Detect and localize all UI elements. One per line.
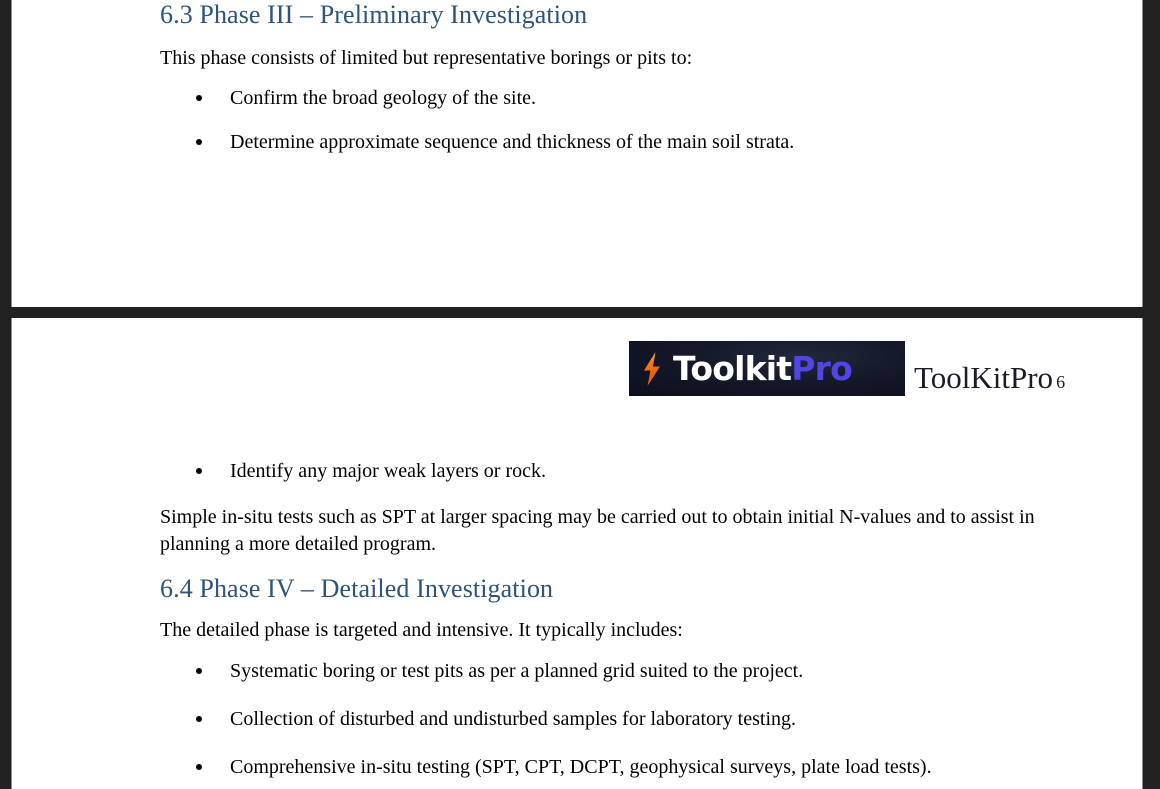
list-item-label: Confirm the broad geology of the site. [230, 87, 537, 109]
bullet-marker-icon [196, 716, 202, 722]
section-6-4-intro-paragraph: The detailed phase is targeted and intensive. It typically includes: [160, 619, 683, 641]
list-item-label: Systematic boring or test pits as per a planned grid suited to the project. [230, 660, 804, 682]
wordmark-pro: Pro [791, 349, 852, 388]
list-item [160, 458, 546, 484]
list-item [160, 658, 932, 684]
bullet-marker-icon [196, 468, 202, 474]
section-6-3-bullet-list [160, 85, 794, 173]
list-item-label: Collection of disturbed and undisturbed samples for laboratory testing. [230, 708, 796, 730]
page-header [629, 340, 1065, 396]
bullet-marker-icon [196, 95, 202, 101]
section-heading-6-3: 6.3 Phase III – Preliminary Investigation [160, 0, 588, 29]
section-6-3-intro-paragraph: This phase consists of limited but representative borings or pits to: [160, 47, 693, 69]
bullet-marker-icon [196, 139, 202, 145]
list-item [160, 754, 932, 780]
header-caption-text: ToolKitPro [914, 360, 1054, 395]
continued-bullet-list [160, 458, 546, 484]
header-caption [914, 362, 1065, 393]
list-item [160, 85, 794, 111]
list-item-label: Determine approximate sequence and thickness of the main soil strata. [230, 131, 795, 153]
page-number: 6 [1056, 372, 1066, 392]
list-item-label: Identify any major weak layers or rock. [230, 460, 546, 482]
list-item-label: Comprehensive in-situ testing (SPT, CPT, DCPT, geophysical surveys, plate load tests). [230, 756, 932, 778]
document-page-2 [11, 318, 1143, 789]
toolkitpro-wordmark [673, 349, 852, 388]
bullet-marker-icon [196, 764, 202, 770]
section-heading-6-4: 6.4 Phase IV – Detailed Investigation [160, 574, 554, 603]
list-item [160, 706, 932, 732]
document-page-1 [11, 0, 1143, 309]
toolkitpro-logo [629, 341, 905, 396]
page-1-content [12, 0, 1142, 309]
lightning-bolt-icon [641, 352, 663, 386]
in-situ-tests-paragraph: Simple in-situ tests such as SPT at larger spacing may be carried out to obtain initial N-values and to assist in planning a more detailed program. [160, 506, 1035, 555]
list-item [160, 129, 794, 155]
page-2-content [12, 318, 1142, 789]
section-6-4-bullet-list [160, 658, 932, 789]
wordmark-toolkit: Toolkit [673, 349, 792, 388]
bullet-marker-icon [196, 668, 202, 674]
